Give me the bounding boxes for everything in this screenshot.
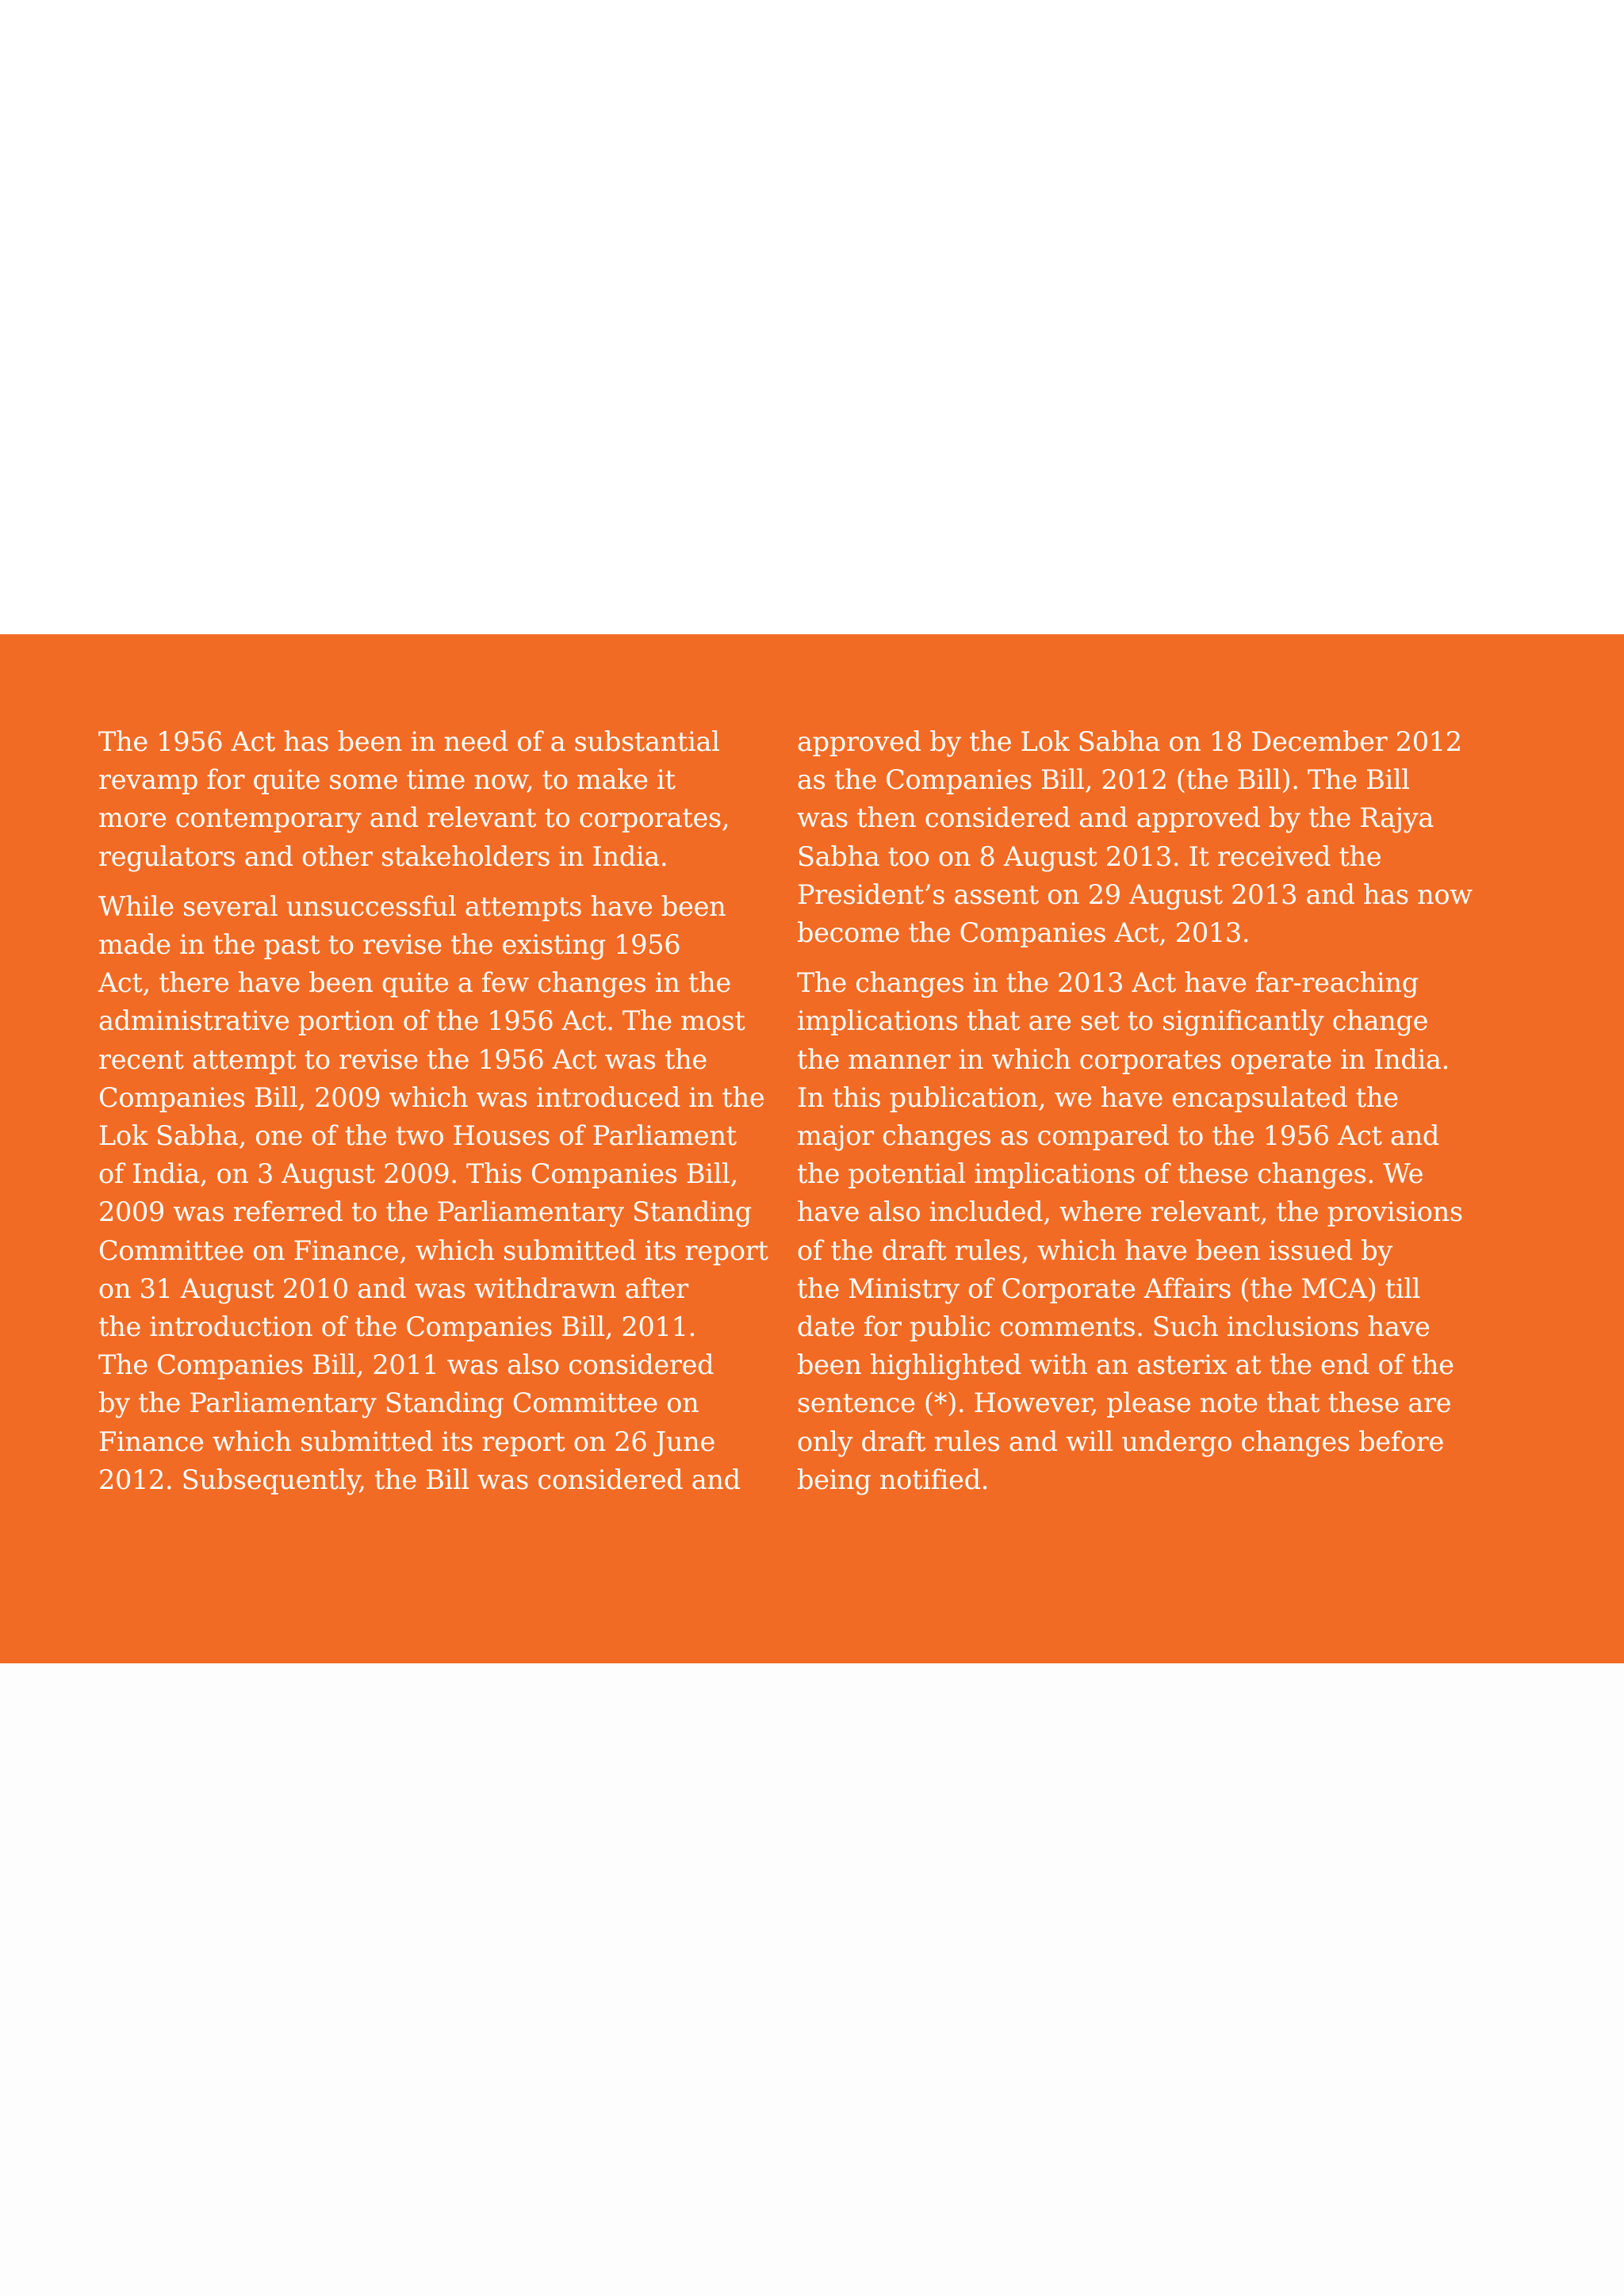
text-line: was then considered and approved by the Rajya: [797, 802, 1434, 834]
text-line: The 1956 Act has been in need of a substantial: [98, 726, 720, 757]
text-line: administrative portion of the 1956 Act. The most: [98, 1005, 745, 1037]
right-text-column: [797, 723, 1473, 1511]
text-line: While several unsuccessful attempts have been: [98, 890, 726, 922]
text-line: by the Parliamentary Standing Committee on: [98, 1387, 699, 1419]
text-line: revamp for quite some time now, to make it: [98, 764, 676, 796]
text-line: Act, there have been quite a few changes in the: [98, 967, 731, 999]
text-line: Companies Bill, 2009 which was introduced in the: [98, 1081, 765, 1113]
text-line: President’s assent on 29 August 2013 and has now: [797, 878, 1473, 910]
paragraph: [98, 888, 768, 1499]
text-line: become the Companies Act, 2013.: [797, 917, 1251, 949]
blank-top-area: [0, 0, 1624, 634]
text-line: the Ministry of Corporate Affairs (the MCA) till: [797, 1272, 1421, 1304]
text-line: approved by the Lok Sabha on 18 December 2012: [797, 726, 1462, 757]
text-line: recent attempt to revise the 1956 Act was the: [98, 1043, 707, 1075]
text-line: being notified.: [797, 1464, 990, 1495]
text-line: 2009 was referred to the Parliamentary Standing: [98, 1196, 752, 1228]
text-line: as the Companies Bill, 2012 (the Bill). The Bill: [797, 764, 1410, 796]
text-line: on 31 August 2010 and was withdrawn after: [98, 1272, 688, 1304]
text-line: been highlighted with an asterix at the end of the: [797, 1349, 1454, 1381]
text-line: Committee on Finance, which submitted its report: [98, 1234, 768, 1266]
text-line: The changes in the 2013 Act have far-reaching: [797, 967, 1419, 999]
text-line: made in the past to revise the existing 1956: [98, 929, 681, 961]
text-line: Sabha too on 8 August 2013. It received the: [797, 840, 1382, 872]
text-line: of the draft rules, which have been issued by: [797, 1234, 1392, 1266]
text-line: only draft rules and will undergo changes before: [797, 1425, 1445, 1457]
text-line: The Companies Bill, 2011 was also considered: [98, 1349, 714, 1381]
text-line: regulators and other stakeholders in India.: [98, 840, 668, 872]
paragraph: [98, 723, 749, 876]
left-text-column: [98, 723, 768, 1511]
text-line: date for public comments. Such inclusions have: [797, 1311, 1431, 1343]
text-line: major changes as compared to the 1956 Act and: [797, 1120, 1440, 1152]
text-line: the introduction of the Companies Bill, 2011.: [98, 1311, 696, 1343]
text-line: sentence (*). However, please note that these are: [797, 1387, 1452, 1419]
text-line: more contemporary and relevant to corporates,: [98, 802, 730, 834]
paragraph: [797, 964, 1467, 1499]
text-line: In this publication, we have encapsulated the: [797, 1081, 1399, 1113]
text-line: 2012. Subsequently, the Bill was considered and: [98, 1464, 741, 1495]
text-line: implications that are set to significantly change: [797, 1005, 1429, 1037]
text-line: the potential implications of these changes. We: [797, 1158, 1424, 1190]
text-line: Finance which submitted its report on 26 June: [98, 1425, 715, 1457]
text-line: have also included, where relevant, the provisions: [797, 1196, 1463, 1228]
text-line: Lok Sabha, one of the two Houses of Parliament: [98, 1120, 737, 1152]
text-line: of India, on 3 August 2009. This Companies Bill,: [98, 1158, 738, 1190]
paragraph: [797, 723, 1473, 952]
text-line: the manner in which corporates operate in India.: [797, 1043, 1450, 1075]
